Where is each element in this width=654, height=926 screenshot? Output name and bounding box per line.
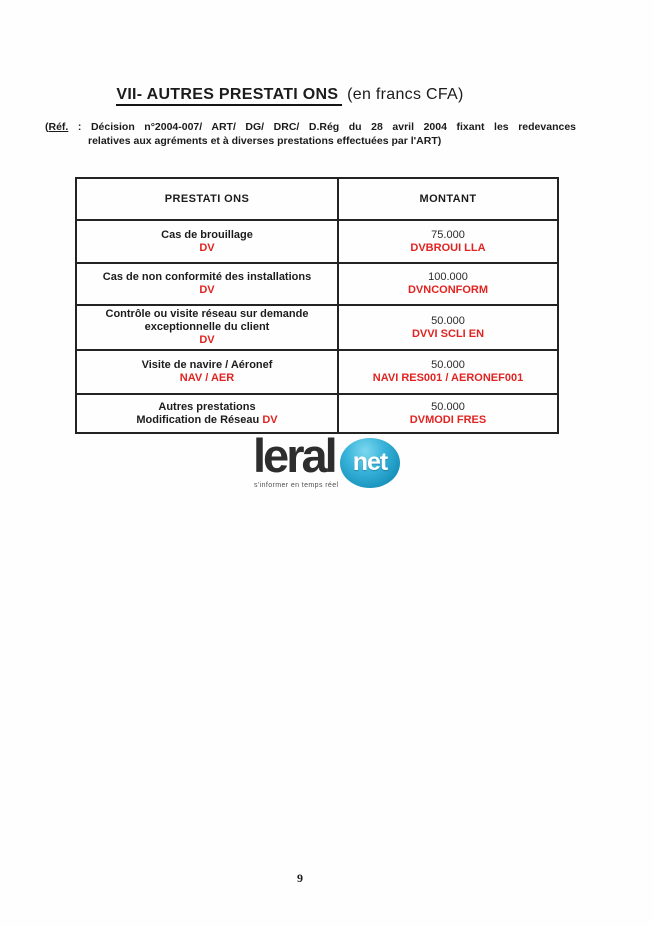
logo-badge-label: net	[352, 447, 388, 476]
montant-code: DVVI SCLI EN	[411, 327, 485, 340]
montant-cell	[338, 394, 558, 433]
prestation-name-line2: Modification de Réseau DV	[136, 413, 278, 426]
montant-code: DVNCONFORM	[407, 284, 489, 296]
leralnet-logo	[253, 429, 403, 498]
montant-value: 50.000	[431, 359, 465, 371]
prestation-code: DV	[199, 241, 215, 254]
reference-note	[45, 121, 576, 148]
prestation-code: DV	[199, 334, 215, 346]
table-row	[76, 350, 558, 394]
montant-value: 75.000	[431, 228, 465, 241]
prestations-table	[75, 177, 559, 434]
table-row	[76, 263, 558, 305]
prestation-name: Contrôle ou visite réseau sur demande exceptionnelle du client	[105, 308, 309, 333]
page-title	[0, 86, 580, 104]
montant-value: 50.000	[431, 400, 465, 413]
table-row	[76, 394, 558, 433]
table-row	[76, 305, 558, 350]
montant-value: 50.000	[431, 314, 465, 327]
column-header-montant: MONTANT	[338, 178, 558, 220]
montant-cell	[338, 350, 558, 394]
logo-wordmark: leral	[253, 429, 335, 482]
reference-line-1	[45, 121, 576, 135]
montant-code: NAVI RES001 / AERONEF001	[372, 372, 524, 384]
logo-tagline: s'informer en temps réel	[254, 482, 339, 489]
montant-code: DVMODI FRES	[409, 413, 487, 426]
prestation-cell	[76, 263, 338, 305]
prestation-name: Autres prestations	[158, 400, 256, 413]
reference-line-2: relatives aux agréments et à diverses prestations effectuées par l'ART)	[88, 134, 442, 147]
page-title-main: VII- AUTRES PRESTATI ONS	[116, 86, 342, 106]
page-number: 9	[297, 871, 303, 885]
prestation-cell	[76, 394, 338, 433]
prestation-cell	[76, 305, 338, 350]
table-row	[76, 220, 558, 263]
montant-code: DVBROUI LLA	[410, 241, 486, 254]
column-header-prestations: PRESTATI ONS	[76, 178, 338, 220]
prestation-code: NAV / AER	[179, 372, 235, 384]
prestation-cell	[76, 350, 338, 394]
montant-cell	[338, 305, 558, 350]
reference-label: Réf.	[48, 121, 69, 133]
prestation-cell	[76, 220, 338, 263]
prestation-code: DV	[199, 284, 215, 296]
montant-value: 100.000	[428, 271, 468, 283]
reference-text: : Décision n°2004-007/ ART/ DG/ DRC/ D.Rég du 28 avril 2004 fixant les redevances	[68, 121, 576, 133]
montant-cell	[338, 263, 558, 305]
table-header-row	[76, 178, 558, 220]
logo-net-badge-icon	[340, 438, 400, 488]
prestation-name: Cas de non conformité des installations	[102, 271, 312, 283]
page-title-suffix: (en francs CFA)	[347, 86, 464, 103]
prestation-name: Cas de brouillage	[161, 228, 253, 241]
montant-cell	[338, 220, 558, 263]
prestation-name: Visite de navire / Aéronef	[141, 359, 273, 371]
prestation-code: DV	[262, 413, 278, 426]
reference-open-paren: (	[45, 121, 49, 133]
